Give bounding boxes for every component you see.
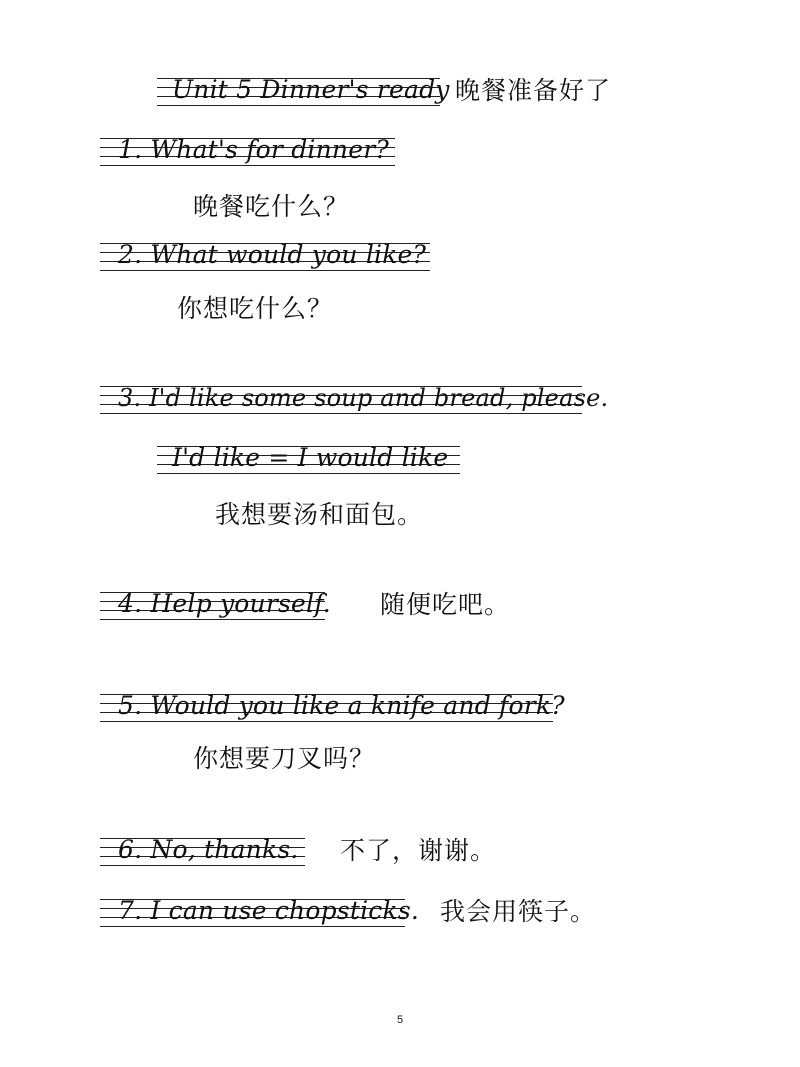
sentence-2-chinese: 你想吃什么？ [177,294,334,323]
sentence-3-note: I'd like = I would like [172,443,449,472]
sentence-4-english: 4. Help yourself. [118,589,331,618]
title-english: Unit 5 Dinner's ready [172,75,450,104]
sentence-4-chinese: 随便吃吧。 [380,590,511,619]
sentence-6-english: 6. No, thanks. [118,835,299,864]
sentence-1-chinese: 晚餐吃什么？ [193,192,350,221]
sentence-2-english: 2. What would you like? [118,240,427,269]
sentence-7-chinese: 我会用筷子。 [440,897,597,926]
sentence-5-english: 5. Would you like a knife and fork? [118,691,565,720]
sentence-6-chinese: 不了，谢谢。 [340,836,497,865]
sentence-3-chinese: 我想要汤和面包。 [215,500,424,529]
sentence-7-english: 7. I can use chopsticks. [118,896,420,925]
sentence-3-english: 3. I'd like some soup and bread, please. [118,384,609,412]
sentence-1-english: 1. What's for dinner? [118,135,389,164]
sentence-5-chinese: 你想要刀叉吗？ [193,744,376,773]
title-chinese: 晚餐准备好了 [455,76,612,105]
page-number: 5 [396,1014,404,1026]
